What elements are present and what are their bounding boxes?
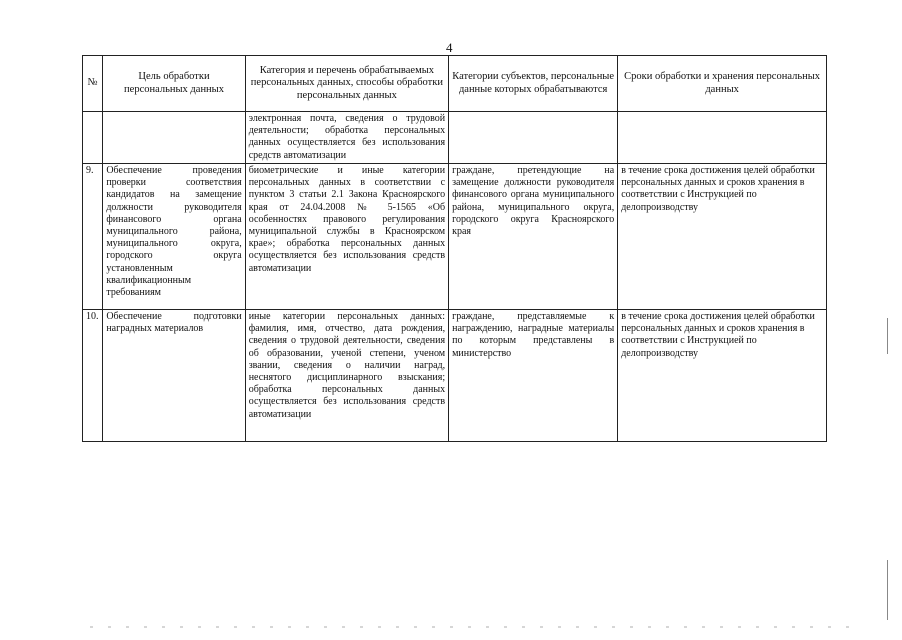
row-number — [83, 112, 103, 164]
scan-margin-mark — [887, 318, 888, 354]
header-goal: Цель обработки персональных данных — [103, 56, 245, 112]
table-header-row — [83, 56, 827, 112]
row-subjects: граждане, представляемые к награждению, наградные материалы по которым представлены в министерство — [449, 310, 618, 442]
row-terms — [618, 112, 827, 164]
page-number: 4 — [446, 40, 453, 55]
row-subjects — [449, 112, 618, 164]
table-row — [83, 112, 827, 164]
scan-noise-line — [90, 626, 850, 628]
row-number: 10. — [83, 310, 103, 442]
table-row — [83, 310, 827, 442]
row-categories: электронная почта, сведения о трудовой деятельности; обработка персональных данных осуществляется без использования средств автоматизации — [245, 112, 448, 164]
row-goal — [103, 112, 245, 164]
row-terms: в течение срока достижения целей обработки персональных данных и сроков хранения в соответствии с Инструкцией по делопроизводству — [618, 310, 827, 442]
table-row — [83, 164, 827, 310]
row-goal: Обеспечение подготовки наградных материалов — [103, 310, 245, 442]
row-categories: иные категории персональных данных: фамилия, имя, отчество, дата рождения, сведения о трудовой деятельности, сведения об образовании, ученой степени, ученом звании, сведения о наличии наград, неснятого дисциплинарного взыскания; обработка персональных данных осуществляется без использования средств автоматизации — [245, 310, 448, 442]
row-terms: в течение срока достижения целей обработки персональных данных и сроков хранения в соответствии с Инструкцией по делопроизводству — [618, 164, 827, 310]
personal-data-table — [82, 55, 827, 442]
row-subjects: граждане, претендующие на замещение должности руководителя финансового органа муниципального района, муниципального округа, городского округа Красноярского края — [449, 164, 618, 310]
header-terms: Сроки обработки и хранения персональных данных — [618, 56, 827, 112]
header-categories: Категория и перечень обрабатываемых персональных данных, способы обработки персональных данных — [245, 56, 448, 112]
row-categories: биометрические и иные категории персональных данных в соответствии с пунктом 3 статьи 2.1 Закона Красноярского края от 24.04.2008 № 5-1565 «Об особенностях правового регулирования муниципальной службы в Красноярском крае»; обработка персональных данных осуществляется без использования средств автоматизации — [245, 164, 448, 310]
row-number: 9. — [83, 164, 103, 310]
row-goal: Обеспечение проведения проверки соответствия кандидатов на замещение должности руководителя финансового органа муниципального района, муниципального округа, городского округа установленным квалификационным требованиям — [103, 164, 245, 310]
header-subjects: Категории субъектов, персональные данные которых обрабатываются — [449, 56, 618, 112]
scan-margin-mark — [887, 560, 888, 620]
header-number: № — [83, 56, 103, 112]
